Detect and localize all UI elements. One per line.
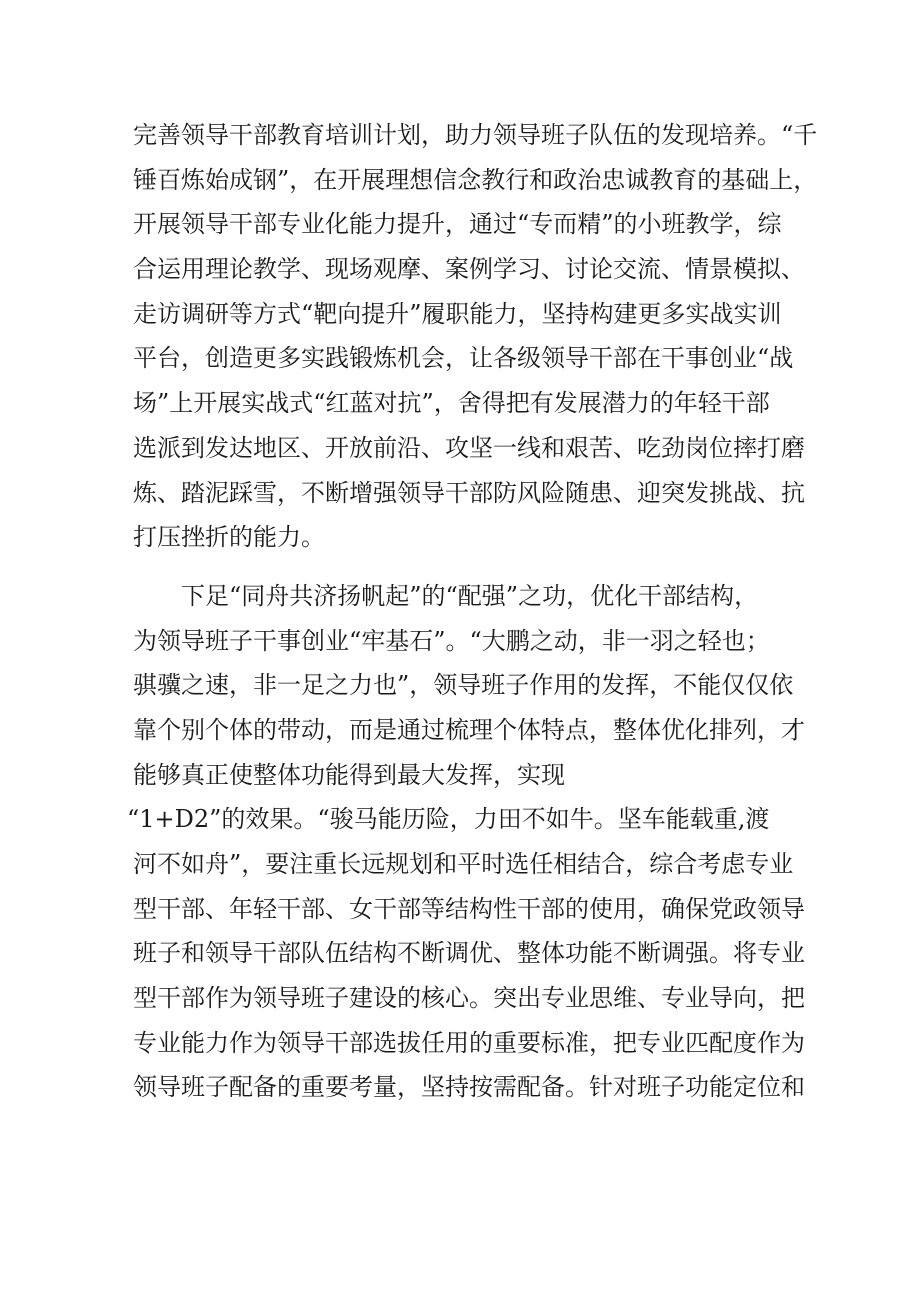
text-line: 选派到发达地区、开放前沿、攻坚一线和艰苦、吃劲岗位摔打磨 — [133, 433, 805, 462]
text-line: 河不如舟”，要注重长远规划和平时选任相结合，综合考虑专业 — [133, 850, 794, 878]
text-line: “1+D2”的效果。“骏马能历险，力田不如牛。坚车能载重,渡 — [127, 805, 770, 834]
text-line: 为领导班子干事创业“牢基石”。“大鹏之动，非一羽之轻也； — [133, 626, 770, 655]
text-line: 型干部作为领导班子建设的核心。突出专业思维、专业导向，把 — [133, 984, 805, 1013]
text-line: 开展领导干部专业化能力提升，通过“专而精”的小班教学，综 — [133, 210, 782, 239]
text-line: 领导班子配备的重要考量，坚持按需配备。针对班子功能定位和 — [133, 1073, 805, 1102]
text-line: 走访调研等方式“靶向提升”履职能力，坚持构建更多实战实训 — [133, 299, 782, 328]
paragraph-spacing — [133, 560, 813, 574]
text-line: 能够真正使整体功能得到最大发挥，实现 — [133, 760, 565, 789]
text-line: 打压挫折的能力。 — [133, 523, 325, 552]
text-line: 下足“同舟共济扬帆起”的“配强”之功，优化干部结构， — [181, 581, 759, 610]
text-line: 炼、踏泥踩雪，不断增强领导干部防风险随患、迎突发挑战、抗 — [133, 478, 805, 507]
text-line: 平台，创造更多实践锻炼机会，让各级领导干部在干事创业“战 — [133, 344, 794, 373]
text-line: 型干部、年轻干部、女干部等结构性干部的使用，确保党政领导 — [133, 894, 805, 923]
text-line: 完善领导干部教育培训计划，助力领导班子队伍的发现培养。“千 — [133, 121, 818, 149]
text-line: 靠个别个体的带动，而是通过梳理个体特点，整体优化排列，才 — [133, 715, 805, 744]
paragraph-2 — [133, 574, 813, 797]
body-text — [127, 113, 818, 1110]
text-line: 专业能力作为领导干部选拔任用的重要标准，把专业匹配度作为 — [133, 1028, 805, 1057]
text-line: 锤百炼始成钢”，在开展理想信念教行和政治忠诚教育的基础上， — [133, 165, 818, 194]
paragraph-3 — [127, 797, 813, 1110]
text-line: 合运用理论教学、现场观摩、案例学习、讨论交流、情景模拟、 — [133, 255, 805, 284]
text-line: 场”上开展实战式“红蓝对抗”，舍得把有发展潜力的年轻干部 — [133, 389, 770, 418]
paragraph-1 — [133, 113, 818, 560]
text-line: 骐骥之速，非一足之力也”，领导班子作用的发挥，不能仅仅依 — [133, 671, 794, 700]
text-line: 班子和领导干部队伍结构不断调优、整体功能不断调强。将专业 — [133, 939, 805, 968]
